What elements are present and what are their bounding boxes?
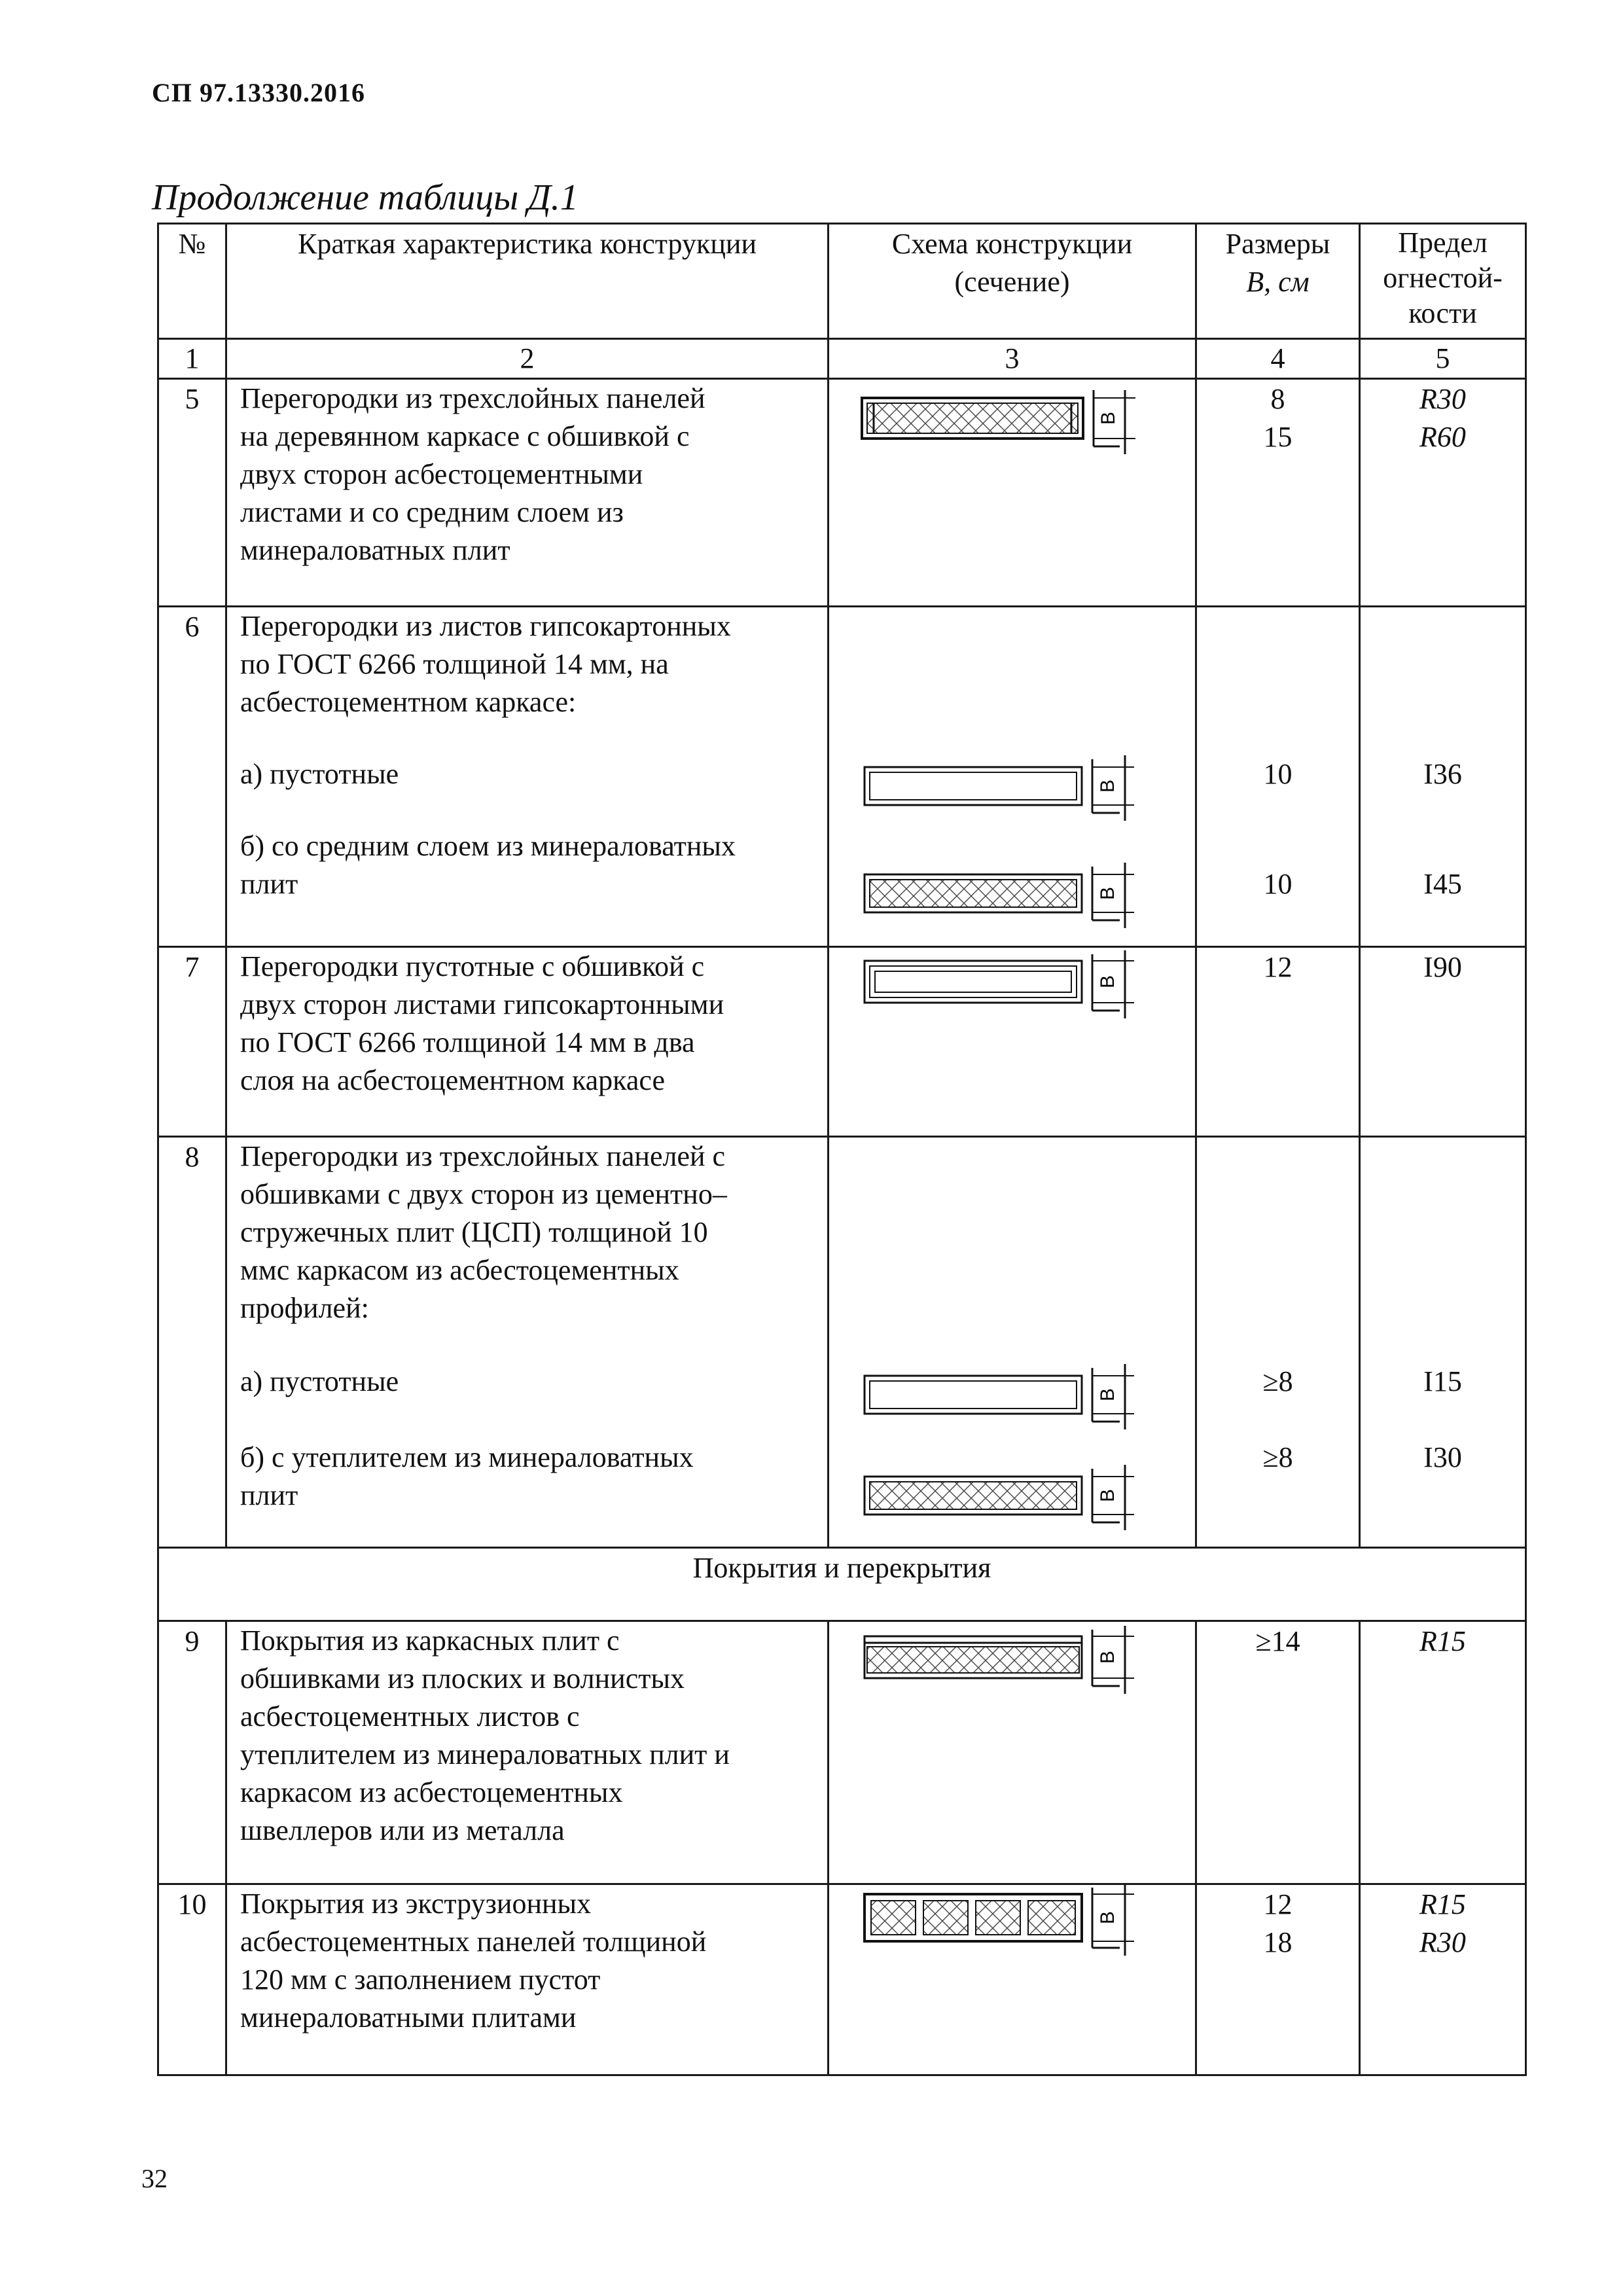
description-line: минераловатных плит: [240, 534, 510, 566]
dimension-label-b: B: [1096, 975, 1118, 989]
dimension-label-b: B: [1096, 779, 1118, 793]
dimension-label-b: B: [1096, 1488, 1118, 1503]
row-number: 9: [158, 1621, 226, 1884]
row-dimensions: [1196, 947, 1360, 1137]
description-line: 120 мм с заполнением пустот: [240, 1964, 601, 1996]
row-number: 8: [158, 1137, 226, 1548]
fire-limit-value: R15: [1419, 1625, 1466, 1657]
row-dimensions: [1196, 379, 1360, 607]
description-line: слоя на асбестоцементном каркасе: [240, 1064, 666, 1096]
dimension-value: 12: [1263, 951, 1293, 983]
dimension-value: 12: [1263, 1888, 1293, 1920]
fire-limit-value: I36: [1423, 758, 1462, 790]
row-scheme: [829, 607, 1196, 947]
table-row: [158, 947, 1526, 1137]
fire-limit-value: I30: [1423, 1441, 1462, 1473]
dimension-value: 10: [1263, 868, 1293, 900]
fire-limit-value: R60: [1419, 421, 1466, 453]
description-line: обшивками из плоских и волнистых: [240, 1662, 685, 1695]
table-row: [158, 607, 1526, 947]
description-line: Перегородки из листов гипсокартонных: [240, 610, 731, 642]
column-index: 4: [1196, 339, 1360, 379]
description-line: асбестоцементных панелей толщиной: [240, 1926, 707, 1958]
table-header-row: [158, 224, 1526, 339]
page-number: 32: [141, 2164, 168, 2193]
fire-header-line-3: кости: [1408, 297, 1477, 329]
description-line: Перегородки из трехслойных панелей: [240, 382, 705, 414]
description-line: Покрытия из экструзионных: [240, 1888, 592, 1920]
dimension-value: ≥8: [1262, 1365, 1293, 1397]
fire-limit-value: R30: [1419, 383, 1466, 415]
dimension-value: ≥8: [1262, 1441, 1293, 1473]
variant-a-text: а) пустотные: [240, 1365, 399, 1397]
variant-b-text-line-2: плит: [240, 868, 298, 900]
dimension-value: 15: [1263, 421, 1293, 453]
description-line: Перегородки из трехслойных панелей с: [240, 1140, 726, 1172]
cross-section-diagram-covering: [863, 1624, 1164, 1696]
description-line: Покрытия из каркасных плит с: [240, 1624, 620, 1657]
description-line: листами и со средним слоем из: [240, 496, 624, 528]
cross-section-diagram-hollow: [863, 753, 1164, 825]
dimension-label-b: B: [1096, 1650, 1118, 1664]
description-line: утеплителем из минераловатных плит и: [240, 1738, 730, 1770]
row-scheme: [829, 1884, 1196, 2075]
column-index: 1: [158, 339, 226, 379]
row-dimensions: [1196, 1884, 1360, 2075]
row-fire-limit: [1360, 1137, 1526, 1548]
dimension-label-b: B: [1096, 1910, 1118, 1925]
row-number: 6: [158, 607, 226, 947]
row-dimensions: [1196, 607, 1360, 947]
row-fire-limit: [1360, 947, 1526, 1137]
description-line: асбестоцементных листов с: [240, 1700, 580, 1732]
dimension-label-b: B: [1096, 886, 1118, 901]
row-description: [226, 1137, 829, 1548]
description-line: двух сторон листами гипсокартонными: [240, 988, 724, 1020]
description-line: стружечных плит (ЦСП) толщиной 10: [240, 1216, 708, 1248]
section-row: [158, 1548, 1526, 1621]
column-index: 3: [829, 339, 1196, 379]
fire-limit-value: R15: [1419, 1888, 1466, 1920]
description-line: каркасом из асбестоцементных: [240, 1776, 623, 1808]
row-description: [226, 1884, 829, 2075]
row-number: 10: [158, 1884, 226, 2075]
column-index-row: [158, 339, 1526, 379]
row-description: [226, 1621, 829, 1884]
row-fire-limit: [1360, 379, 1526, 607]
fire-limit-value: R30: [1419, 1926, 1466, 1958]
variant-b-text-line-1: б) со средним слоем из минераловатных: [240, 830, 736, 862]
table-row: [158, 1621, 1526, 1884]
row-description: [226, 607, 829, 947]
cross-section-diagram-filled: [863, 860, 1164, 932]
table-row: [158, 1884, 1526, 2075]
dimension-value: ≥14: [1255, 1625, 1300, 1657]
cross-section-diagram-hollow: [863, 1361, 1164, 1433]
description-line: двух сторон асбестоцементными: [240, 458, 643, 490]
row-scheme: [829, 379, 1196, 607]
row-description: [226, 379, 829, 607]
col-fire-header: [1360, 224, 1526, 339]
row-number: 5: [158, 379, 226, 607]
cross-section-diagram: [861, 387, 1162, 459]
row-description: [226, 947, 829, 1137]
row-fire-limit: [1360, 1621, 1526, 1884]
fire-limit-value: I15: [1423, 1365, 1462, 1397]
row-number: 7: [158, 947, 226, 1137]
cross-section-diagram-extruded: [863, 1885, 1164, 1957]
row-scheme: [829, 1621, 1196, 1884]
row-scheme: [829, 947, 1196, 1137]
col-description-header: Краткая характеристика конструкции: [226, 224, 829, 339]
table-row: [158, 1137, 1526, 1548]
description-line: по ГОСТ 6266 толщиной 14 мм в два: [240, 1026, 695, 1058]
col-size-header: [1196, 224, 1360, 339]
description-line: минераловатными плитами: [240, 2001, 577, 2034]
dimension-label-b: B: [1096, 1388, 1118, 1402]
col-number-header: №: [158, 224, 226, 339]
column-index: 5: [1360, 339, 1526, 379]
fire-resistance-table: [157, 223, 1527, 2076]
col-scheme-header: [829, 224, 1196, 339]
fire-header-line-1: Предел: [1398, 226, 1488, 259]
dimension-value: 8: [1270, 383, 1285, 415]
row-fire-limit: [1360, 1884, 1526, 2075]
size-header-line-1: Размеры: [1225, 228, 1330, 260]
description-line: швеллеров или из металла: [240, 1814, 565, 1846]
fire-header-line-2: огнестой-: [1383, 262, 1503, 294]
dimension-label-b: B: [1097, 411, 1119, 425]
column-index: 2: [226, 339, 829, 379]
dimension-value: 10: [1263, 758, 1293, 790]
dimension-value: 18: [1263, 1926, 1293, 1958]
cross-section-diagram-double-sheathed: [863, 949, 1164, 1021]
description-line: обшивками с двух сторон из цементно–: [240, 1178, 727, 1210]
description-line: профилей:: [240, 1292, 369, 1324]
variant-a-text: а) пустотные: [240, 758, 399, 790]
scheme-header-line-2: (сечение): [954, 266, 1070, 298]
row-scheme: [829, 1137, 1196, 1548]
table-row: [158, 379, 1526, 607]
description-line: Перегородки пустотные с обшивкой с: [240, 950, 705, 982]
document-code: СП 97.13330.2016: [152, 78, 365, 107]
description-line: асбестоцементном каркасе:: [240, 686, 577, 718]
cross-section-diagram-filled: [863, 1462, 1164, 1534]
row-fire-limit: [1360, 607, 1526, 947]
description-line: на деревянном каркасе с обшивкой с: [240, 420, 690, 452]
description-line: по ГОСТ 6266 толщиной 14 мм, на: [240, 648, 669, 680]
scheme-header-line-1: Схема конструкции: [891, 228, 1133, 260]
fire-limit-value: I90: [1423, 951, 1462, 983]
table-caption: Продолжение таблицы Д.1: [152, 177, 579, 218]
fire-limit-value: I45: [1423, 868, 1462, 900]
variant-b-text-line-1: б) с утеплителем из минераловатных: [240, 1441, 694, 1473]
size-header-line-2: B, см: [1246, 266, 1310, 298]
section-title: Покрытия и перекрытия: [158, 1548, 1526, 1621]
variant-b-text-line-2: плит: [240, 1479, 298, 1511]
description-line: ммс каркасом из асбестоцементных: [240, 1254, 679, 1286]
row-dimensions: [1196, 1137, 1360, 1548]
row-dimensions: [1196, 1621, 1360, 1884]
